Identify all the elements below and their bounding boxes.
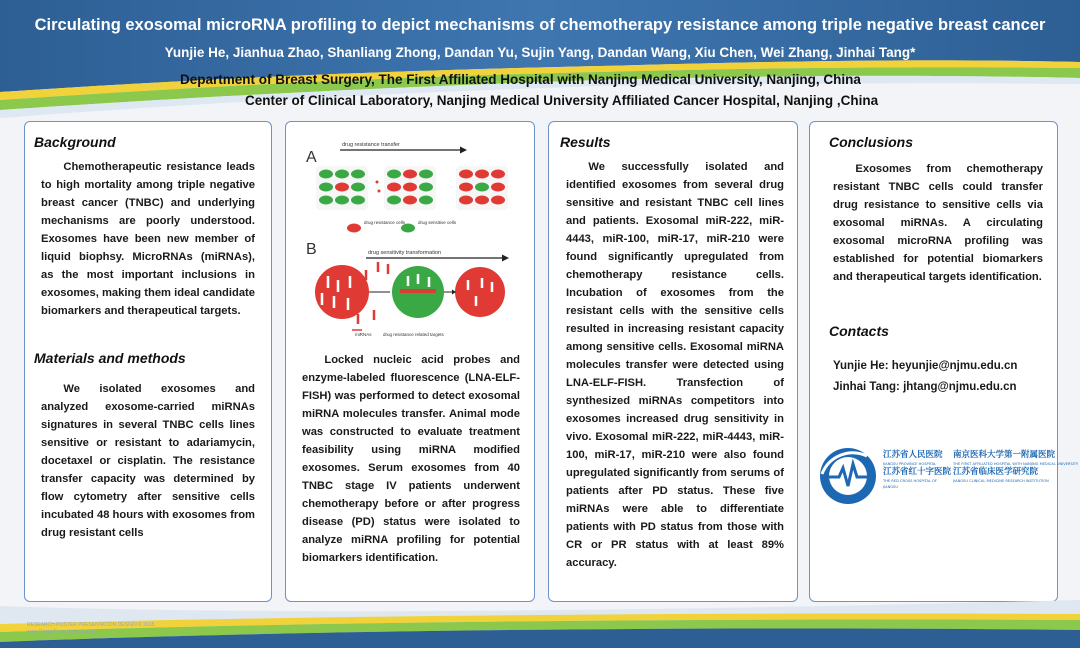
footer-background xyxy=(0,596,1080,648)
legend-resistance-label: drug resistance cells xyxy=(364,220,406,225)
arrow-b-label: drug sensitivity transformation xyxy=(368,250,442,256)
footer-url[interactable]: www.PosterPresentations.com xyxy=(27,629,95,635)
methods-heading: Materials and methods xyxy=(34,350,186,366)
footer-credit: RESEARCH POSTER PRESENTATION DESIGN © 2015 xyxy=(27,622,155,628)
logo-text-right: 南京医科大学第一附属医院 THE FIRST AFFILIATED HOSPITAL WITH NANJING MEDICAL UNIVERSITY 江苏省临床医学研究院 JIANGSU CLINICAL MEDICINE RESEARCH INSTITUTION xyxy=(953,450,1079,483)
logo-text-left: 江苏省人民医院 JIANGSU PROVINCE HOSPITAL 江苏省红十字医院 THE RED CROSS HOSPITAL OF JIANGSU xyxy=(883,450,952,489)
affiliation-2: Center of Clinical Laboratory, Nanjing Medical University Affiliated Cancer Hospital, Nanjing ,China xyxy=(245,93,879,108)
conclusions-panel xyxy=(809,121,1079,602)
poster-header xyxy=(0,0,1080,118)
results-panel xyxy=(548,121,798,602)
legend-sensitive-label: drug sensitive cells xyxy=(418,220,457,225)
arrow-a-label: drug resistance transfer xyxy=(342,142,400,148)
results-text: We successfully isolated and identified exosomes from several drug sensitive and resistant TNBC cell lines and patients. Exosomal miR-222, miR-4443, miR-100, miR-17, miR-210 were found significantly upregulated from chemotherapy resistance cells. Incubation of exosomes from the resistant cells with the sensitive cells resulted in increasing resistant capacity among sensitive cells. Exosomal miRNA molecules transfer were detected using LNA-ELF-FISH. Transfection of synthesized miRNAs competitors into exosomes increased drug sensitivity in vivo. Exosomal miR-222, miR-4443, miR-100, miR-17, miR-210 were also found upregulated significantly from serums of patients after PD status. These five miRNAs were able to differentiate patients with PD status from those with CR or PR status with at least 89% accuracy. xyxy=(566,161,784,569)
hospital-logo xyxy=(819,446,1079,506)
contacts-list xyxy=(833,356,1053,398)
transformation-diagram xyxy=(315,262,505,324)
contact-jinhai-tang[interactable]: Jinhai Tang: jhtang@njmu.edu.cn xyxy=(833,381,1017,393)
cell-cluster-3 xyxy=(456,166,508,210)
legend-mirna-label: miRNAs xyxy=(355,332,372,337)
hospital-emblem-icon xyxy=(819,446,879,506)
background-text: Chemotherapeutic resistance leads to high mortality among triple negative breast cancer (TNBC) and underlying mechanisms are poorly understood. Exosomes have been new member of liquid biophsy. MicroRNAs (miRNAs), as the most important inclusions in exosomes, making them ideal candidate biomarkers and therapeutical targets. xyxy=(41,161,255,317)
arrow-b-head xyxy=(502,255,509,262)
results-heading: Results xyxy=(560,134,611,150)
legend-sensitive-swatch xyxy=(401,224,415,233)
poster-footer xyxy=(0,596,1080,648)
cell-cluster-1 xyxy=(316,166,368,210)
conclusions-heading: Conclusions xyxy=(829,134,914,150)
contacts-heading: Contacts xyxy=(829,323,889,339)
poster-title: Circulating exosomal microRNA profiling to depict mechanisms of chemotherapy resistance among triple negative breast cancer xyxy=(34,16,1046,34)
figure-methods-panel xyxy=(285,121,535,602)
mechanism-figure xyxy=(292,130,528,350)
affiliation-1: Department of Breast Surgery, The First Affiliated Hospital with Nanjing Medical University, Nanjing, China xyxy=(180,72,861,87)
methods-text: We isolated exosomes and analyzed exosome-carried miRNAs signatures in several TNBC cells lines sensitive or resistant to adariamycin, docetaxel or cisplatin. The resistance transfer capacity was determined by flow cytometry after sensitive cells incubated 48 hours with exosomes from drug resistant cells xyxy=(41,383,255,539)
conclusions-text: Exosomes from chemotherapy resistant TNBC cells could transfer drug resistance to sensitive cells via exosomal miRNAs. A circulating exosomal microRNA profiling was established for potential biomarkers and therapeutical targets identification. xyxy=(833,163,1043,283)
figure-label-a: A xyxy=(306,149,317,166)
arrow-a-head xyxy=(460,147,467,154)
cell-cluster-2 xyxy=(376,166,437,210)
figure-label-b: B xyxy=(306,241,317,258)
legend-targets-label: drug resistance related targets xyxy=(383,332,444,337)
contact-yunjie-he[interactable]: Yunjie He: heyunjie@njmu.edu.cn xyxy=(833,360,1018,372)
methods-continued-text: Locked nucleic acid probes and enzyme-labeled fluorescence (LNA-ELF-FISH) was performed to detect exosomal miRNA molecules transfer. Animal mode was constructed to evaluate treatment feasibility using miRNA modified exosomes. Serum exosomes from 40 TNBC stage IV patients underwent chemotherapy before or after progress disease (PD) status were isolated to analyze miRNA profiling for potential biomarkers identification. xyxy=(302,354,520,564)
legend-resistance-swatch xyxy=(347,224,361,233)
author-list: Yunjie He, Jianhua Zhao, Shanliang Zhong, Dandan Yu, Sujin Yang, Dandan Wang, Xiu Chen, Wei Zhang, Jinhai Tang* xyxy=(164,45,916,60)
background-heading: Background xyxy=(34,134,116,150)
background-methods-panel xyxy=(24,121,272,602)
